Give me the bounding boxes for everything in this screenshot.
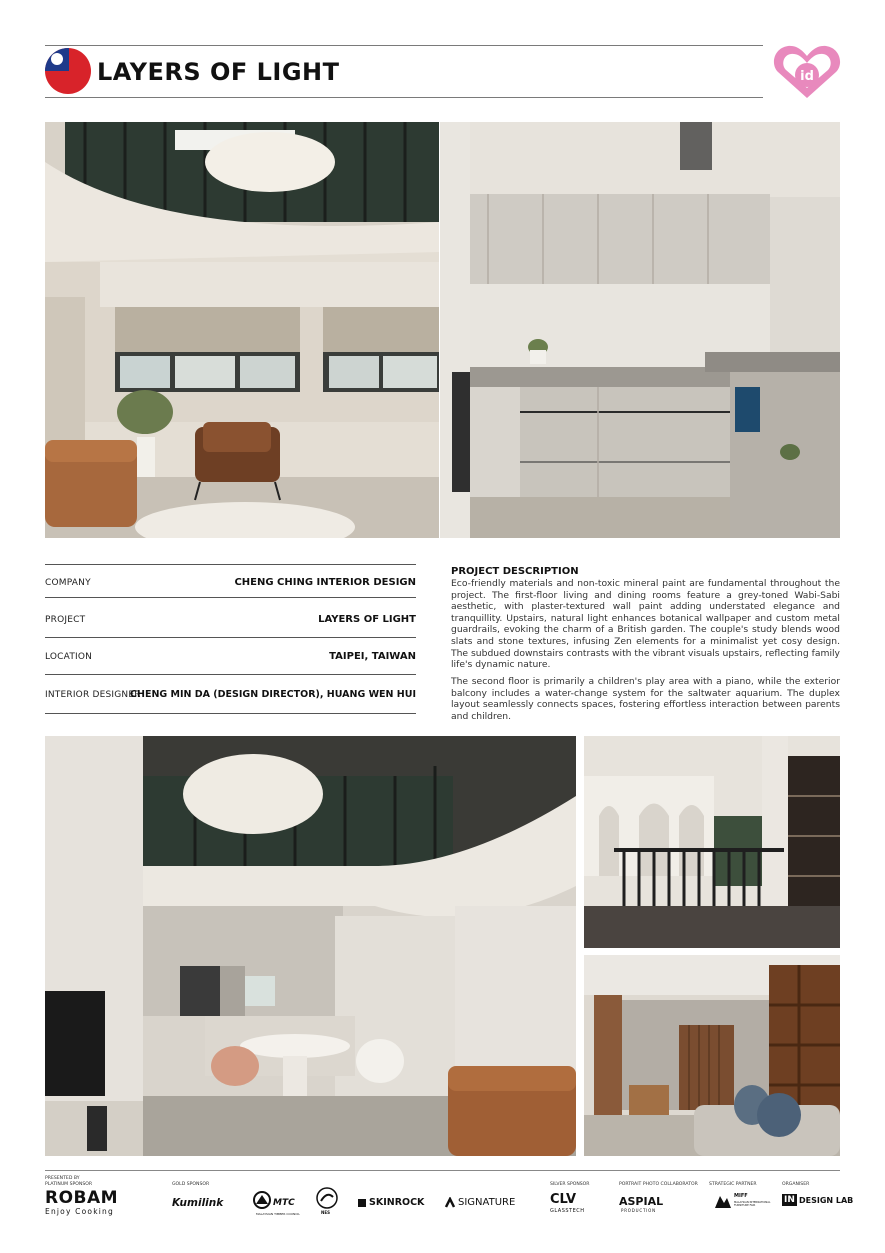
project-label: PROJECT <box>45 615 86 625</box>
info-rule <box>45 564 416 565</box>
clv-logo: CLV <box>550 1192 577 1207</box>
company-value: CHENG CHING INTERIOR DESIGN <box>234 577 416 588</box>
footer-rule <box>45 1170 840 1171</box>
info-rule <box>45 674 416 675</box>
id-heart-logo-icon <box>772 42 842 100</box>
aspial-tagline: PRODUCTION <box>621 1208 656 1213</box>
kumilink-logo: Kumilink <box>172 1197 224 1209</box>
designer-label: INTERIOR DESIGNER <box>45 690 141 700</box>
gold-sponsor-label: GOLD SPONSOR <box>172 1182 210 1187</box>
kitchen-photo <box>440 122 840 538</box>
info-rule <box>45 637 416 638</box>
mtc-caption: MALAYSIAN TIMBER COUNCIL <box>256 1212 300 1216</box>
upstairs-railing-photo <box>584 736 840 948</box>
logo-id-text: id <box>800 69 814 84</box>
mtc-logo: MTC <box>273 1198 295 1208</box>
signature-logo: SIGNATURE <box>458 1197 516 1208</box>
description-heading: PROJECT DESCRIPTION <box>451 566 579 577</box>
mtc-emblem-icon <box>252 1190 272 1210</box>
nes-emblem-icon <box>316 1187 338 1209</box>
info-rule <box>45 597 416 598</box>
robam-tagline: Enjoy Cooking <box>45 1207 114 1216</box>
platinum-sponsor-label: PRESENTED BY PLATINUM SPONSOR <box>45 1176 93 1187</box>
silver-sponsor-label: SILVER SPONSOR <box>550 1182 590 1187</box>
miff-caption: MALAYSIAN INTERNATIONAL FURNITURE FAIR <box>734 1201 771 1208</box>
location-value: TAIPEI, TAIWAN <box>329 651 416 662</box>
miff-logo: MIFF <box>734 1193 748 1199</box>
page-title: LAYERS OF LIGHT <box>97 58 340 86</box>
company-label: COMPANY <box>45 578 91 588</box>
header-top-rule <box>45 45 763 46</box>
signature-mark-icon <box>444 1197 456 1209</box>
taiwan-flag-icon <box>45 48 91 94</box>
miff-emblem-icon <box>714 1193 732 1209</box>
indesign-mark: IN <box>784 1195 795 1205</box>
nes-caption: NES <box>321 1210 330 1215</box>
header-bottom-rule <box>45 97 763 98</box>
designer-value: CHENG MIN DA (DESIGN DIRECTOR), HUANG WEN HUI <box>130 689 416 700</box>
strategic-partner-label: STRATEGIC PARTNER <box>709 1182 757 1187</box>
dining-room-photo <box>45 736 576 1156</box>
study-room-photo <box>584 955 840 1156</box>
info-rule <box>45 713 416 714</box>
indesign-logo: DESIGN LAB <box>799 1196 854 1205</box>
clv-tagline: GLASSTECH <box>550 1208 585 1214</box>
organiser-label: ORGANISER <box>782 1182 810 1187</box>
skinrock-mark-icon <box>357 1198 367 1208</box>
description-paragraph-1: Eco-friendly materials and non-toxic mineral paint are fundamental throughout the project. The first-floor living and dining rooms feature a grey-toned Wabi-Sabi aesthetic, with plaster-textured wall paint adding understated elegance and tranquillity. Upstairs, natural light enhances botanical wallpaper and custom metal guardrails, evoking the charm of a British garden. The couple's study blends wood slats and stone textures, infusing Zen elements for a minimalist yet cosy design. The subdued downstairs contrasts with the vibrant visuals upstairs, reflecting family life's dynamic nature. <box>451 578 840 671</box>
location-label: LOCATION <box>45 652 93 662</box>
aspial-logo: ASPIAL <box>619 1195 664 1208</box>
living-room-photo <box>45 122 439 538</box>
robam-logo: ROBAM <box>45 1188 119 1208</box>
description-paragraph-2: The second floor is primarily a children's play area with a piano, while the exterior balcony includes a water-change system for the saltwater aquarium. The duplex layout seamlessly connects spaces, fostering effortless interaction between parents and children. <box>451 676 840 722</box>
project-value: LAYERS OF LIGHT <box>318 614 416 625</box>
photo-collaborator-label: PORTRAIT PHOTO COLLABORATOR <box>619 1182 698 1187</box>
skinrock-logo: SKINROCK <box>369 1197 425 1208</box>
